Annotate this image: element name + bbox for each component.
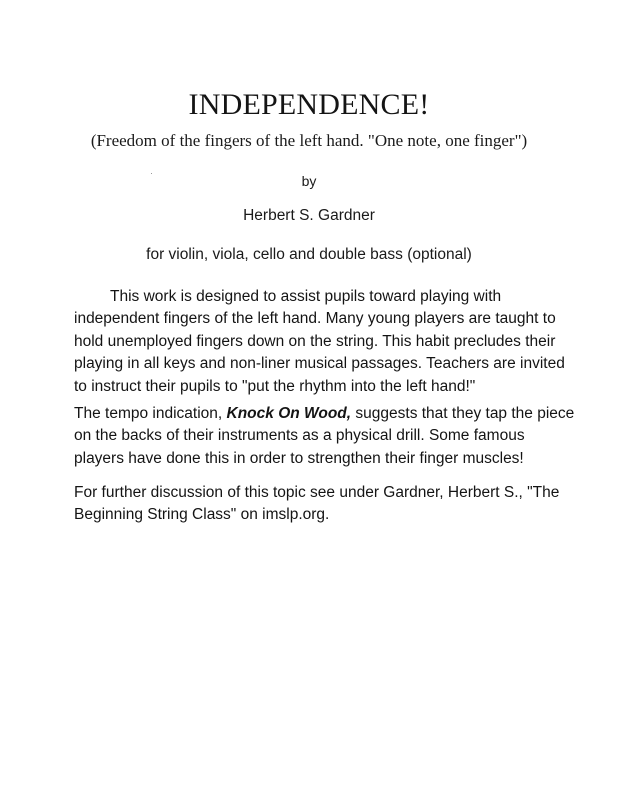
paragraph-line: Beginning String Class" on imslp.org. — [74, 506, 330, 524]
document-subtitle: (Freedom of the fingers of the left hand. "One note, one finger") — [90, 131, 528, 150]
paragraph-line: For further discussion of this topic see under Gardner, Herbert S., "The — [74, 484, 560, 501]
instrumentation-line: for violin, viola, cello and double bass (optional) — [146, 246, 472, 263]
tempo-indication: Knock On Wood, — [226, 405, 352, 422]
paragraph-line: on the backs of their instruments as a physical drill. Some famous — [74, 427, 525, 445]
paragraph-line: This work is designed to assist pupils toward playing with — [110, 288, 502, 305]
paragraph-line: playing in all keys and non-liner musical passages. Teachers are invited — [74, 355, 565, 373]
paragraph-line: independent fingers of the left hand. Many young players are taught to — [74, 310, 556, 328]
document-title: INDEPENDENCE! — [188, 88, 430, 121]
paragraph-line: to instruct their pupils to "put the rhythm into the left hand!" — [74, 377, 476, 395]
tempo-lead-text: The tempo indication, — [74, 405, 227, 422]
paragraph-purpose — [74, 286, 565, 398]
author-name: Herbert S. Gardner — [243, 207, 375, 224]
paragraph-line: players have done this in order to strengthen their finger muscles! — [74, 449, 524, 467]
paragraph-line: hold unemployed fingers down on the string. This habit precludes their — [74, 332, 556, 350]
paragraph-line — [74, 403, 575, 425]
tempo-trail-text: suggests that they tap the piece — [351, 405, 575, 422]
paragraph-tempo — [74, 403, 575, 470]
byline-label: by — [301, 173, 317, 189]
paragraph-further-reading — [74, 482, 560, 527]
